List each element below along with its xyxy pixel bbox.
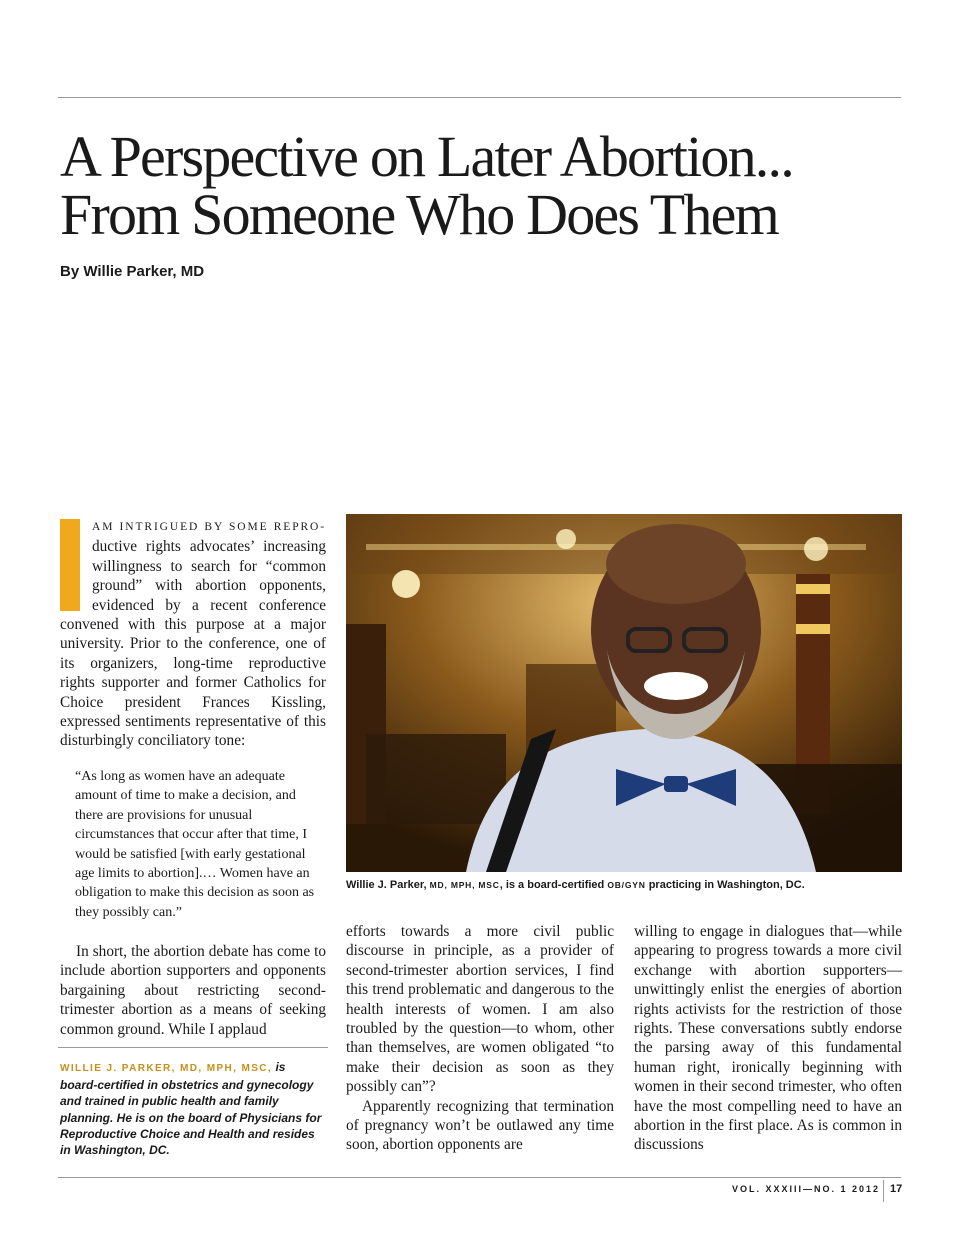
- footer-separator: [883, 1180, 884, 1202]
- photo-caption: [346, 879, 902, 891]
- body-column-2: [346, 922, 614, 1155]
- article-title: [60, 124, 920, 247]
- lead-text: ductive rights advocates’ increasing willingness to search for “common ground” with abortion opponents, evidenced by a recent conference convened with this purpose at a major university. Prior to the conference, one of its organizers, long-time reproductive rights supporter and former Catholics for Choice president Frances Kissling, expressed sentiments representative of this disturbingly conciliatory tone:: [60, 538, 326, 750]
- body-column-1: [60, 516, 326, 751]
- author-photo: [346, 514, 902, 872]
- title-line-2: From Someone Who Does Them: [60, 182, 778, 247]
- caption-name: Willie J. Parker,: [346, 879, 430, 891]
- bottom-rule: [58, 1177, 901, 1178]
- col2-paragraph-1: efforts towards a more civil public discourse in principle, as a provider of second-trimester abortion services, I find this trend problematic and dangerous to the health interests of women. I am also troubled by the question—to whom, other than themselves, are women obligated “to make their decision as soon as they possibly can”?: [346, 923, 614, 1096]
- col2-paragraph-2: Apparently recognizing that termination of pregnancy won’t be outlawed any time soon, abortion opponents are: [346, 1097, 614, 1154]
- col3-paragraph-1: willing to engage in dialogues that—while appearing to progress towards a more civil exchange with abortion supporters—unwittingly enlist the energies of abortion rights activists for the restriction of those rights. These conversations subtly endorse the parsing away of this fundamental human right, ironically beginning with women in their second trimester, who often have the most compelling need to have an abortion in the first place. As is common in discussions: [634, 923, 902, 1154]
- drop-cap-bar: [60, 519, 80, 611]
- issue-label: VOL. XXXIII—NO. 1 2012: [731, 1184, 880, 1194]
- caption-specialty: OB/GYN: [607, 880, 646, 890]
- lead-small-caps: AM INTRIGUED BY SOME REPRO-: [92, 521, 326, 533]
- author-bio: [60, 1059, 322, 1158]
- caption-mid: , is a board-certified: [499, 879, 608, 891]
- bio-rule: [58, 1047, 328, 1048]
- bio-author-name: WILLIE J. PARKER, MD, MPH, MSC,: [60, 1063, 273, 1074]
- body-column-3: [634, 922, 902, 1155]
- paragraph-2: In short, the abortion debate has come to include abortion supporters and opponents bargaining about restricting second-trimester abortion as a means of seeking common ground. While I applaud: [60, 943, 326, 1038]
- block-quote: “As long as women have an adequate amount of time to make a decision, and there are provisions for unusual circumstances that occur after that time, I would be satisfied [with early gestational age limits to abortion].… Women have an obligation to make this decision as soon as they possibly can.”: [75, 769, 315, 920]
- page-number: 17: [890, 1183, 903, 1195]
- caption-end: practicing in Washington, DC.: [645, 879, 805, 891]
- caption-credentials: MD, MPH, MSC: [429, 880, 500, 890]
- top-rule: [58, 97, 901, 98]
- title-line-1: A Perspective on Later Abortion...: [60, 124, 793, 189]
- byline: By Willie Parker, MD: [60, 263, 205, 280]
- bio-text: is board-certified in obstetrics and gynecology and trained in public health and family planning. He is on the board of Physicians for Reproductive Choice and Health and resides in Washington, DC.: [60, 1060, 322, 1158]
- lead-paragraph: [60, 516, 326, 751]
